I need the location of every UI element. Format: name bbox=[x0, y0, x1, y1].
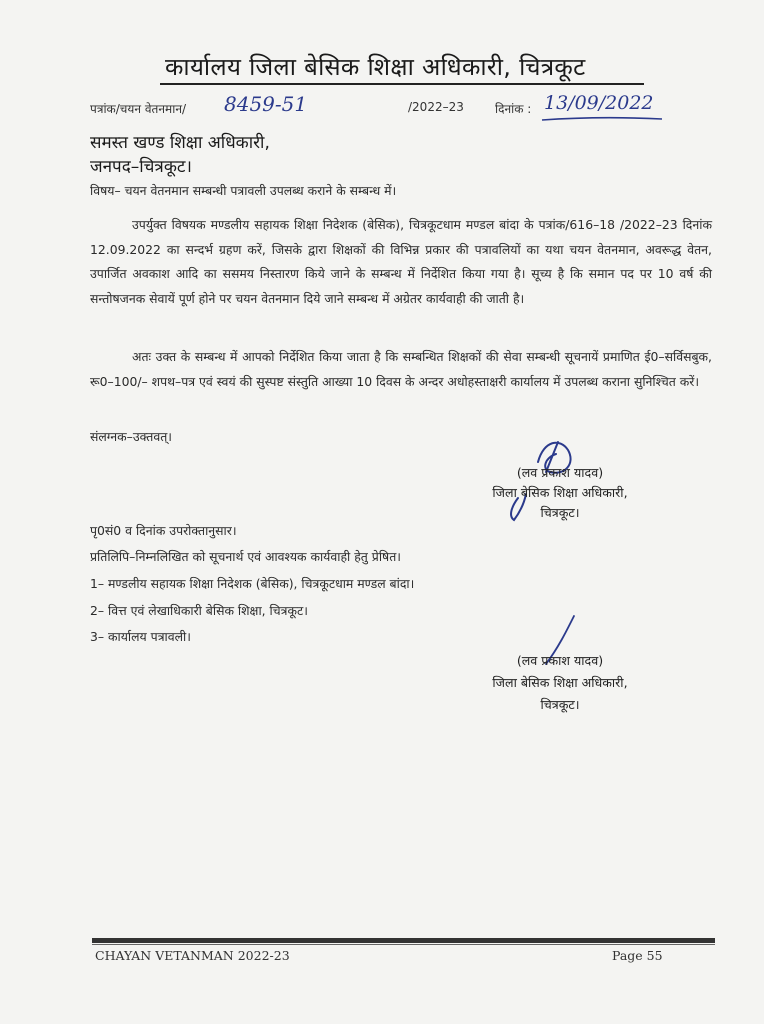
reference-year: /2022–23 bbox=[408, 100, 464, 114]
copy-item-1: 1– मण्डलीय सहायक शिक्षा निदेशक (बेसिक), चित्रकूटधाम मण्डल बांदा। bbox=[90, 576, 415, 591]
footer-document-name: CHAYAN VETANMAN 2022-23 bbox=[95, 948, 290, 963]
subject-line: विषय– चयन वेतनमान सम्बन्धी पत्रावली उपलब्ध कराने के सम्बन्ध में। bbox=[90, 183, 397, 198]
reference-prefix: पत्रांक/चयन वेतनमान/ bbox=[90, 102, 187, 116]
copy-item-2: 2– वित्त एवं लेखाधिकारी बेसिक शिक्षा, चित्रकूट। bbox=[90, 603, 308, 618]
signature-1-place: चित्रकूट। bbox=[540, 505, 580, 520]
office-title: कार्यालय जिला बेसिक शिक्षा अधिकारी, चित्रकूट bbox=[165, 53, 586, 81]
copy-intro: प्रतिलिपि–निम्नलिखित को सूचनार्थ एवं आवश्यक कार्यवाही हेतु प्रेषित। bbox=[90, 549, 401, 564]
copy-reference-line: पृ0सं0 व दिनांक उपरोक्तानुसार। bbox=[90, 523, 237, 538]
addressee-line-1: समस्त खण्ड शिक्षा अधिकारी, bbox=[90, 133, 270, 153]
date-handwritten: 13/09/2022 bbox=[544, 92, 654, 114]
signature-2-designation: जिला बेसिक शिक्षा अधिकारी, bbox=[492, 675, 628, 690]
reference-number-handwritten: 8459-51 bbox=[224, 92, 308, 116]
enclosure-line: संलग्नक–उक्तवत्। bbox=[90, 429, 172, 444]
copy-item-3: 3– कार्यालय पत्रावली। bbox=[90, 629, 191, 644]
body-paragraph-1: उपर्युक्त विषयक मण्डलीय सहायक शिक्षा निदेशक (बेसिक), चित्रकूटधाम मण्डल बांदा के पत्रांक/616–18 /2022–23 दिनांक 12.09.2022 का सन्दर्भ ग्रहण करें, जिसके द्वारा शिक्षकों की विभिन्न प्रकार की पत्रावलियों का यथा चयन वेतनमान, अवरूद्ध वेतन, उपार्जित अवकाश आदि का ससमय निस्तारण किये जाने के सम्बन्ध में निर्देशित किया गया है। सूच्य है कि समान पद पर 10 वर्ष की सन्तोषजनक सेवायें पूर्ण होने पर चयन वेतनमान दिये जाने सम्बन्ध में अग्रेतर कार्यवाही की जाती है। bbox=[90, 217, 712, 306]
addressee-line-2: जनपद–चित्रकूट। bbox=[90, 157, 192, 177]
footer-rule-thin bbox=[92, 944, 715, 945]
signature-2-place: चित्रकूट। bbox=[540, 697, 580, 712]
signature-1-designation: जिला बेसिक शिक्षा अधिकारी, bbox=[492, 485, 628, 500]
date-label: दिनांक : bbox=[495, 102, 532, 116]
footer-rule bbox=[92, 938, 715, 943]
signature-2-name: (लव प्रकाश यादव) bbox=[516, 653, 604, 668]
date-underline-stroke bbox=[540, 114, 665, 124]
footer-page-number: Page 55 bbox=[612, 948, 663, 963]
title-underline bbox=[160, 83, 644, 85]
signature-1-name: (लव प्रकाश यादव) bbox=[516, 465, 604, 480]
body-paragraph-2: अतः उक्त के सम्बन्ध में आपको निर्देशित किया जाता है कि सम्बन्धित शिक्षकों की सेवा सम्बन्धी सूचनायें प्रमाणित ई0–सर्विसबुक, रू0–100/– शपथ–पत्र एवं स्वयं की सुस्पष्ट संस्तुति आख्या 10 दिवस के अन्दर अधोहस्ताक्षरी कार्यालय में उपलब्ध कराना सुनिश्चित करें। bbox=[90, 349, 712, 389]
